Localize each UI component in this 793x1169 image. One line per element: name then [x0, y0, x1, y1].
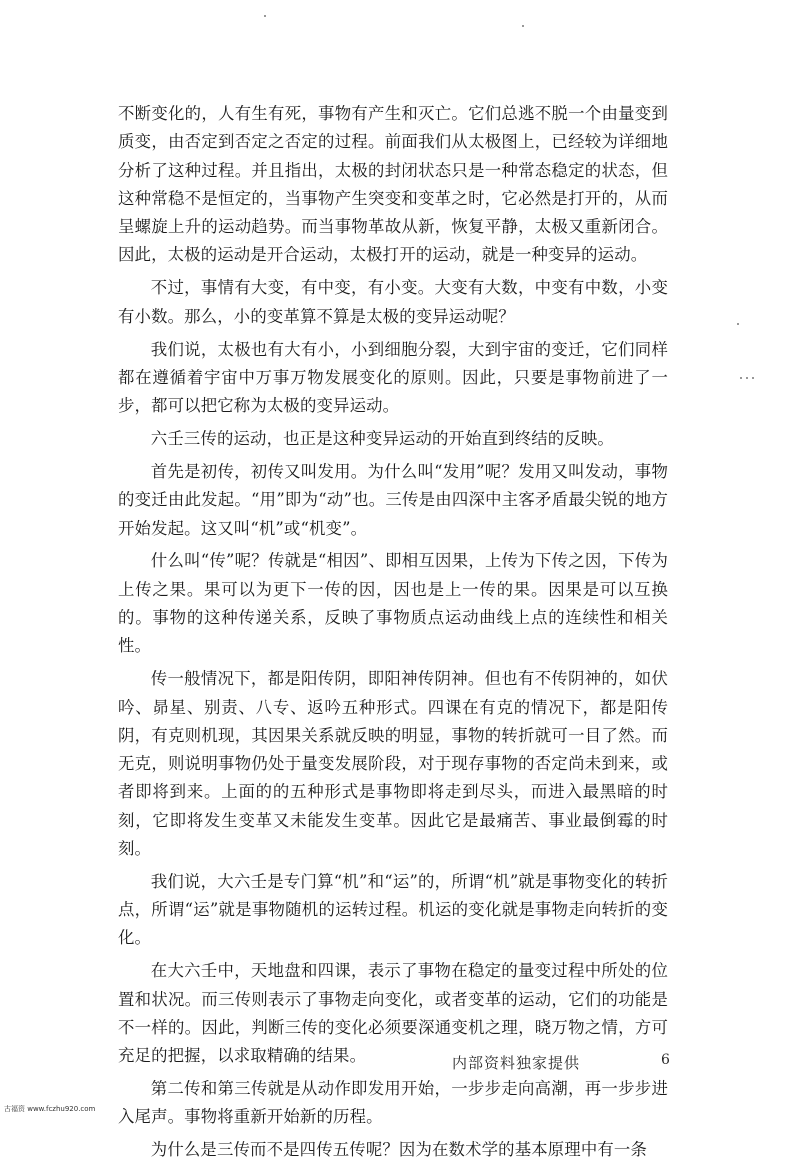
paragraph: 传一般情况下，都是阳传阴，即阳神传阴神。但也有不传阴神的，如伏吟、昴星、别责、八专、返吟五种形式。四课在有克的情况下，都是阳传阴，有克则机现，其因果关系就反映的明显，事物的转折就可一目了然。而无克，则说明事物仍处于量变发展阶段，对于现存事物的否定尚未到来，或者即将到来。上面的的五种形式是事物即将走到尽头，而进入最黑暗的时刻，它即将发生变革又未能发生变革。因此它是最痛苦、事业最倒霉的时刻。	[118, 669, 668, 858]
paragraph: 为什么是三传而不是四传五传呢？因为在数术学的基本原理中有一条	[150, 1140, 648, 1160]
paragraph: 不断变化的，人有生有死，事物有产生和灭亡。它们总逃不脱一个由量变到质变，由否定到否定之否定的过程。前面我们从太极图上，已经较为详细地分析了这种过程。并且指出，太极的封闭状态只是一种常态稳定的状态，但这种常稳不是恒定的，当事物产生突变和变革之时，它必然是打开的，从而呈螺旋上升的运动趋势。而当事物革故从新，恢复平静，太极又重新闭合。因此，太极的运动是开合运动，太极打开的运动，就是一种变异的运动。	[118, 104, 668, 265]
scan-speck	[746, 377, 748, 379]
scan-speck	[522, 25, 524, 27]
page-number: 6	[661, 1052, 670, 1068]
paragraph: 六壬三传的运动，也正是这种变异运动的开始直到终结的反映。	[150, 429, 614, 449]
paragraph: 第二传和第三传就是从动作即发用开始，一步步走向高潮，再一步步进入尾声。事物将重新开始新的历程。	[118, 1079, 668, 1127]
scan-speck	[737, 323, 739, 325]
scan-speck	[740, 377, 742, 379]
paragraph: 我们说，大六壬是专门算“机”和“运”的，所谓“机”就是事物变化的转折点，所谓“运”就是事物随机的运转过程。机运的变化就是事物走向转折的变化。	[118, 871, 668, 948]
paragraph: 首先是初传，初传又叫发用。为什么叫“发用”呢？发用又叫发动，事物的变迁由此发起。“用”即为“动”也。三传是由四深中主客矛盾最尖锐的地方开始发起。这又叫“机”或“机变”。	[118, 461, 668, 538]
paragraph: 不过，事情有大变，有中变，有小变。大变有大数，中变有中数，小变有小数。那么，小的变革算不算是太极的变异运动呢？	[118, 278, 668, 326]
paragraph: 什么叫“传”呢？传就是“相因”、即相互因果，上传为下传之因，下传为上传之果。果可以为更下一传的因，因也是上一传的果。因果是可以互换的。事物的这种传递关系，反映了事物质点运动曲线上点的连续性和相关性。	[118, 551, 668, 656]
watermark-text: 古福资 www.fczhu920.com	[4, 1105, 96, 1113]
scan-speck	[752, 377, 754, 379]
body-text	[118, 100, 668, 1169]
footer-label: 内部资料独家提供	[452, 1054, 581, 1072]
paragraph: 我们说，太极也有大有小，小到细胞分裂，大到宇宙的变迁，它们同样都在遵循着宇宙中万事万物发展变化的原则。因此，只要是事物前进了一步，都可以把它称为太极的变异运动。	[118, 339, 668, 416]
scan-speck	[264, 15, 266, 17]
paragraph: 在大六壬中，天地盘和四课，表示了事物在稳定的量变过程中所处的位置和状况。而三传则表示了事物走向变化，或者变革的运动，它们的功能是不一样的。因此，判断三传的变化必须要深通变机之理，晓万物之情，方可充足的把握，以求取精确的结果。	[118, 961, 668, 1066]
